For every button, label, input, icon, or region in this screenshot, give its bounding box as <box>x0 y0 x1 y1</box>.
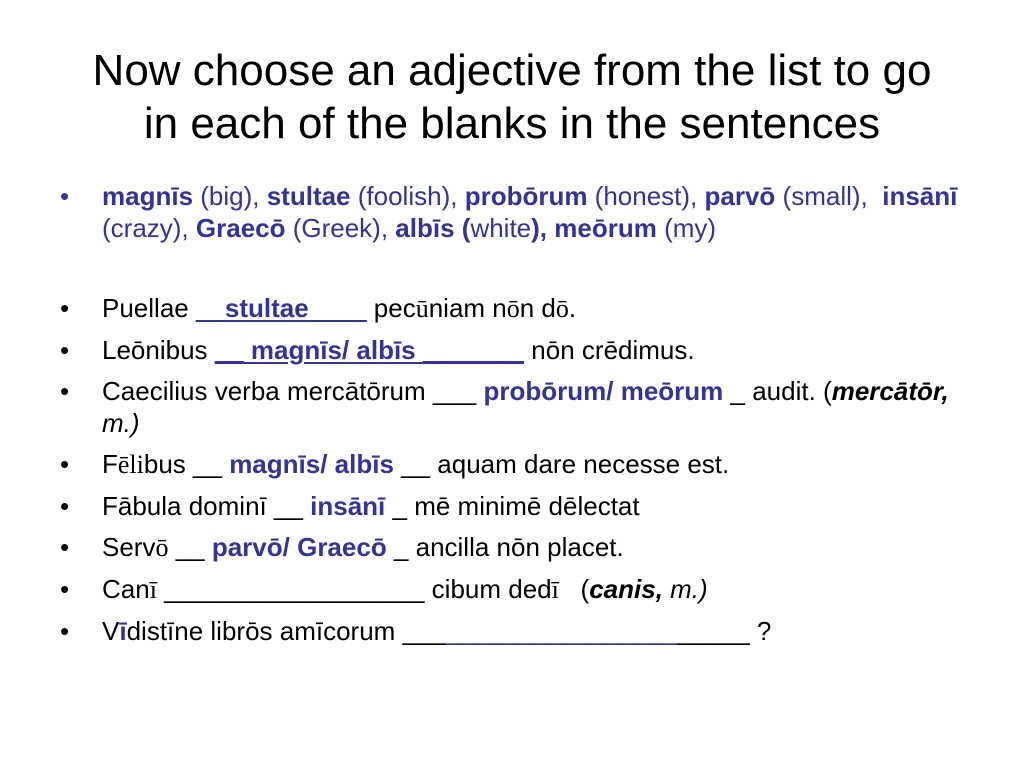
sentence-text: F <box>102 449 118 479</box>
content-list <box>60 180 960 656</box>
sentence-text: __ aquam dare necesse est. <box>393 449 730 479</box>
sentence-item <box>60 292 960 325</box>
bullet: • <box>60 181 70 211</box>
vocab-word: meōrum <box>554 213 657 243</box>
sentence-text: Can <box>102 574 150 604</box>
sentence-item <box>60 334 960 366</box>
sentence-item <box>60 615 960 647</box>
answer-blank: ___ <box>402 616 446 646</box>
sentence-text: nōn crēdimus. <box>524 335 695 365</box>
vocab-word: probōrum <box>464 181 588 211</box>
bullet: • <box>60 616 70 646</box>
vocab-word: insānī <box>882 181 958 211</box>
sentence-text: Caecilius verba mercātōrum ___ <box>102 376 484 406</box>
bullet: • <box>60 532 70 562</box>
vocab-list-item <box>60 180 960 244</box>
sentence-text: Serv <box>102 532 156 562</box>
sentence-text: m.) <box>102 408 140 438</box>
answer-text: probōrum/ meōrum <box>483 376 724 406</box>
sentence-text: canis, <box>589 574 663 604</box>
sentence-text: ( <box>558 574 590 604</box>
answer-text: __ magnīs/ albīs _______ <box>214 335 525 365</box>
bullet: • <box>60 491 70 521</box>
vocab-word: Graecō <box>195 213 286 243</box>
sentence-item <box>60 490 960 522</box>
title-line-2: in each of the blanks in the sentences <box>143 99 881 148</box>
sentence-text: ō <box>155 533 169 562</box>
page-title <box>40 44 984 150</box>
sentence-text: Leōnibus <box>102 335 215 365</box>
vocab-gloss: (crazy), <box>102 213 196 243</box>
bullet: • <box>60 335 70 365</box>
bullet: • <box>60 449 70 479</box>
sentence-text: ēli <box>117 450 144 479</box>
sentence-text: n d <box>519 293 556 323</box>
answer-text: stultae <box>224 293 309 323</box>
sentence-text: Fābula dominī __ <box>102 491 311 521</box>
sentence-text: __ <box>168 532 212 562</box>
vocab-word: parvō <box>704 181 776 211</box>
sentence-text: _ audit. ( <box>723 376 832 406</box>
vocab-word: ), <box>531 213 548 243</box>
bullet: • <box>60 293 70 323</box>
vocab-gloss: (honest), <box>587 181 705 211</box>
sentence-item <box>60 531 960 564</box>
answer-blank: _____ <box>677 616 750 646</box>
sentence-text: bus __ <box>143 449 230 479</box>
vocab-gloss: (small), <box>775 181 883 211</box>
sentence-item <box>60 573 960 606</box>
vocab-gloss: (foolish), <box>350 181 465 211</box>
vocab-gloss: (big), <box>193 181 267 211</box>
bullet: • <box>60 376 70 406</box>
answer-text: insānī <box>310 491 386 521</box>
sentence-text: V <box>102 616 120 646</box>
sentence-text: distīne librōs amīcorum <box>126 616 403 646</box>
sentence-text: pec <box>366 293 416 323</box>
vocab-word: stultae <box>266 181 351 211</box>
vocab-gloss: (Greek), <box>285 213 396 243</box>
sentence-text: ī <box>149 575 157 604</box>
sentence-text: Puellae <box>102 293 196 323</box>
sentence-text: mercātōr, <box>831 376 949 406</box>
sentence-text: ? <box>749 616 772 646</box>
sentence-text: ō <box>555 294 569 323</box>
title-line-1: Now choose an adjective from the list to go <box>92 46 932 95</box>
vocab-word: magnīs <box>102 181 194 211</box>
answer-text: magnīs/ albīs <box>229 449 394 479</box>
vocab-gloss: (my) <box>656 213 717 243</box>
sentence-text: _ mē minimē dēlectat <box>385 491 640 521</box>
vocab-gloss: white <box>470 213 532 243</box>
sentence-item <box>60 448 960 481</box>
sentence-text: ī <box>551 575 559 604</box>
answer-text: parvō/ Graecō <box>211 532 387 562</box>
sentence-text: __________________ cibum ded <box>156 574 552 604</box>
sentence-text: ī <box>119 616 127 646</box>
answer-blank: __ <box>195 293 225 323</box>
vocab-word: albīs ( <box>395 213 471 243</box>
sentence-item <box>60 375 960 439</box>
sentence-text: _ ancilla nōn placet. <box>386 532 624 562</box>
sentence-text: ō <box>506 294 520 323</box>
sentence-text: ū <box>415 294 429 323</box>
answer-blank: ________________ <box>445 616 678 646</box>
bullet: • <box>60 574 70 604</box>
sentence-text: m.) <box>662 574 708 604</box>
answer-blank: ____ <box>308 293 367 323</box>
sentence-text: . <box>568 293 577 323</box>
sentence-text: niam n <box>428 293 507 323</box>
